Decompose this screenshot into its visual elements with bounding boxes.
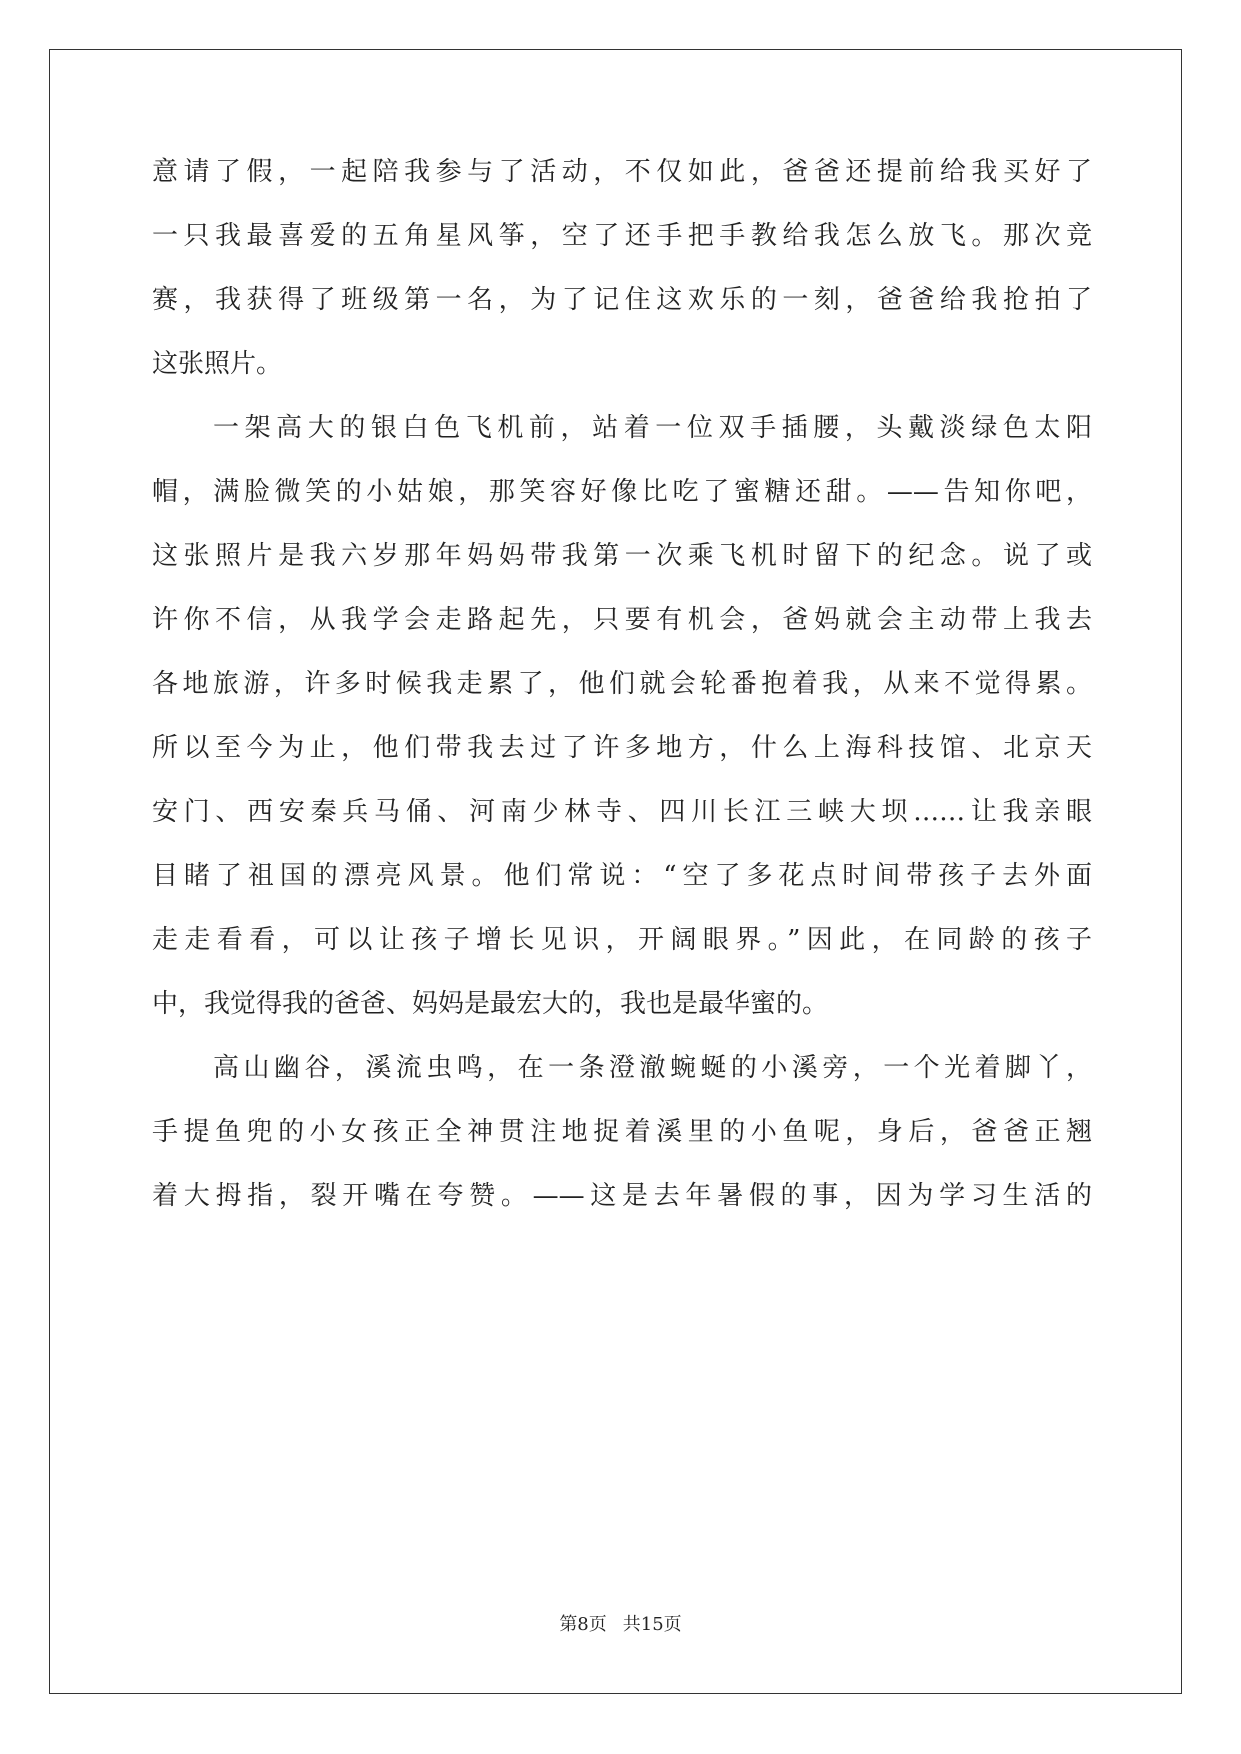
paragraph-first-line: 一架高大的银白色飞机前，站着一位双手插腰，头戴淡绿色太阳 [213,413,1092,443]
text-line: 安门、西安秦兵马俑、河南少林寺、四川长江三峡大坝……让我亲眼 [152,797,1092,827]
text-line: 目睹了祖国的漂亮风景。他们常说：“空了多花点时间带孩子去外面 [152,861,1092,891]
text-line: 走走看看，可以让孩子增长见识，开阔眼界。”因此，在同龄的孩子 [152,925,1092,955]
paragraph-first-line: 高山幽谷，溪流虫鸣，在一条澄澈蜿蜒的小溪旁，一个光着脚丫， [213,1053,1092,1083]
text-line: 意请了假，一起陪我参与了活动，不仅如此，爸爸还提前给我买好了 [152,157,1092,187]
page-total: 共15页 [622,1614,682,1635]
text-line: 各地旅游，许多时候我走累了，他们就会轮番抱着我，从来不觉得累。 [152,669,1092,699]
text-line: 赛，我获得了班级第一名，为了记住这欢乐的一刻，爸爸给我抢拍了 [152,285,1092,315]
text-line: 帽，满脸微笑的小姑娘，那笑容好像比吃了蜜糖还甜。——告知你吧， [152,477,1092,507]
page-footer [0,1610,1241,1636]
text-line: 所以至今为止，他们带我去过了许多地方，什么上海科技馆、北京天 [152,733,1092,763]
text-line: 许你不信，从我学会走路起先，只要有机会，爸妈就会主动带上我去 [152,605,1092,635]
text-line: 这张照片是我六岁那年妈妈带我第一次乘飞机时留下的纪念。说了或 [152,541,1092,571]
text-line: 着大拇指，裂开嘴在夸赞。——这是去年暑假的事，因为学习生活的 [152,1181,1092,1211]
text-line: 中，我觉得我的爸爸、妈妈是最宏大的，我也是最华蜜的。 [152,989,829,1019]
text-line: 这张照片。 [152,349,283,379]
text-line: 手提鱼兜的小女孩正全神贯注地捉着溪里的小鱼呢，身后，爸爸正翘 [152,1117,1092,1147]
document-body [152,157,1092,1248]
page-number: 第8页 [559,1614,607,1635]
text-line: 一只我最喜爱的五角星风筝，空了还手把手教给我怎么放飞。那次竞 [152,221,1092,251]
